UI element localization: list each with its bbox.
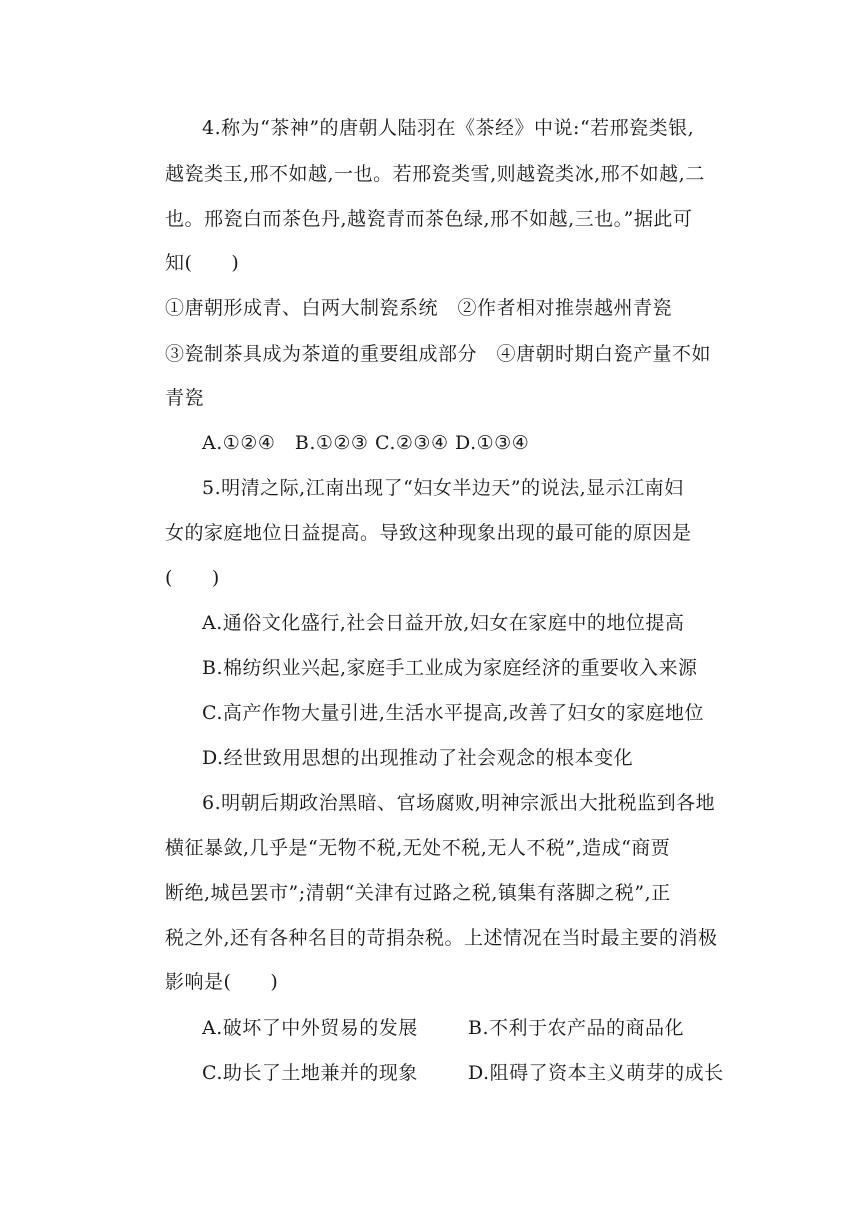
q6-stem-line-1: 6.明朝后期政治黑暗、官场腐败,明神宗派出大批税监到各地	[202, 792, 716, 814]
q5-option-b: B.棉纺织业兴起,家庭手工业成为家庭经济的重要收入来源	[202, 657, 698, 679]
q5-stem-line-2: 女的家庭地位日益提高。导致这种现象出现的最可能的原因是	[165, 522, 692, 544]
q4-options: A.①②④ B.①②③ C.②③④ D.①③④	[202, 432, 530, 454]
q6-option-b: B.不利于农产品的商品化	[468, 1017, 685, 1039]
q4-stem-line-4: 知( )	[165, 252, 240, 274]
q4-stem-line-3: 也。邢瓷白而茶色丹,越瓷青而茶色绿,邢不如越,三也。”据此可	[165, 208, 693, 230]
q6-stem-line-5: 影响是( )	[165, 971, 279, 993]
q6-stem-line-3: 断绝,城邑罢市”;清朝“关津有过路之税,镇集有落脚之税”,正	[165, 882, 671, 904]
q4-statement-line-3: 青瓷	[165, 387, 205, 409]
q6-option-a: A.破坏了中外贸易的发展	[202, 1017, 418, 1039]
q4-statement-line-2: ③瓷制茶具成为茶道的重要组成部分 ④唐朝时期白瓷产量不如	[165, 343, 712, 365]
q5-stem-line-1: 5.明清之际,江南出现了“妇女半边天”的说法,显示江南妇	[202, 477, 684, 499]
q5-option-c: C.高产作物大量引进,生活水平提高,改善了妇女的家庭地位	[202, 702, 704, 724]
q6-stem-line-4: 税之外,还有各种名目的苛捐杂税。上述情况在当时最主要的消极	[165, 927, 718, 949]
q4-statement-line-1: ①唐朝形成青、白两大制瓷系统 ②作者相对推崇越州青瓷	[165, 297, 673, 319]
q4-stem-line-2: 越瓷类玉,邢不如越,一也。若邢瓷类雪,则越瓷类冰,邢不如越,二	[165, 163, 705, 185]
q5-option-a: A.通俗文化盛行,社会日益开放,妇女在家庭中的地位提高	[202, 612, 685, 634]
q5-stem-line-3: ( )	[165, 567, 220, 589]
q4-stem-line-1: 4.称为“茶神”的唐朝人陆羽在《茶经》中说:“若邢瓷类银,	[202, 117, 695, 139]
q6-stem-line-2: 横征暴敛,几乎是“无物不税,无处不税,无人不税”,造成“商贾	[165, 837, 671, 859]
q6-option-d: D.阻碍了资本主义萌芽的成长	[468, 1062, 724, 1084]
q5-option-d: D.经世致用思想的出现推动了社会观念的根本变化	[202, 747, 634, 769]
q6-option-c: C.助长了土地兼并的现象	[202, 1062, 418, 1084]
